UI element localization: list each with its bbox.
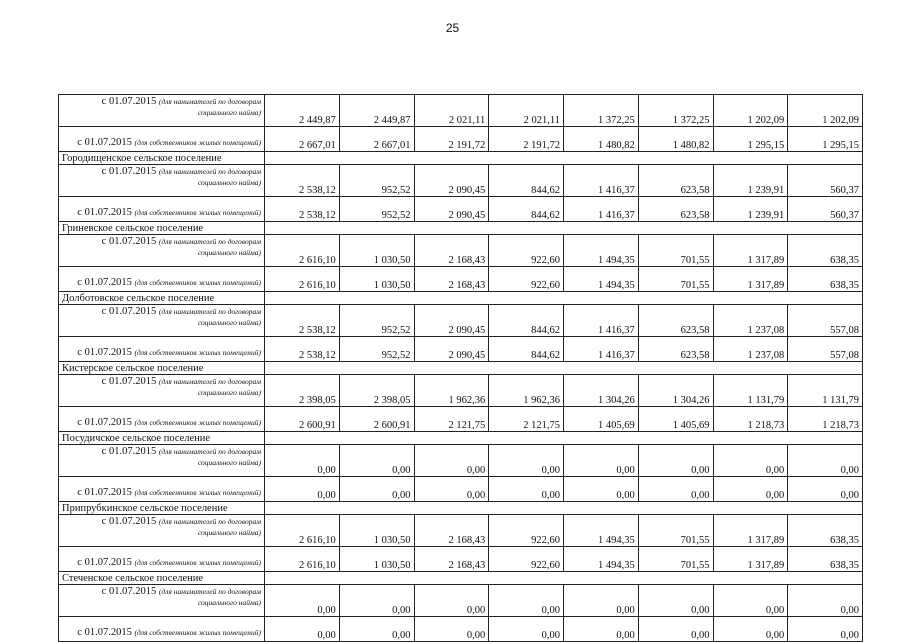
value-cell: 0,00 bbox=[414, 445, 489, 477]
row-note-continuation: социального найма) bbox=[197, 388, 261, 397]
value-cell: 2 168,43 bbox=[414, 267, 489, 292]
row-label-tenants bbox=[59, 585, 265, 617]
row-label-owners bbox=[59, 477, 265, 502]
value-cell: 0,00 bbox=[489, 477, 564, 502]
table-row-tenants bbox=[59, 585, 863, 617]
row-note-continuation: социального найма) bbox=[197, 528, 261, 537]
row-label-owners bbox=[59, 617, 265, 642]
row-note: (для собственников жилых помещений) bbox=[134, 558, 261, 567]
value-cell: 1 202,09 bbox=[788, 95, 863, 127]
section-name: Гриневское сельское поселение bbox=[59, 222, 265, 235]
row-label-tenants bbox=[59, 305, 265, 337]
value-cell: 2 021,11 bbox=[489, 95, 564, 127]
value-cell: 1 372,25 bbox=[638, 95, 713, 127]
section-header-blank bbox=[265, 432, 863, 445]
label-line-1 bbox=[62, 306, 261, 317]
table-row-tenants bbox=[59, 515, 863, 547]
section-header-blank bbox=[265, 152, 863, 165]
value-cell: 1 416,37 bbox=[564, 197, 639, 222]
value-cell: 0,00 bbox=[564, 445, 639, 477]
value-cell: 1 295,15 bbox=[713, 127, 788, 152]
label-line-1 bbox=[62, 516, 261, 527]
section-header-row bbox=[59, 292, 863, 305]
value-cell: 2 538,12 bbox=[265, 305, 340, 337]
row-date: с 01.07.2015 bbox=[77, 487, 132, 498]
value-cell: 952,52 bbox=[339, 197, 414, 222]
value-cell: 1 317,89 bbox=[713, 515, 788, 547]
value-cell: 0,00 bbox=[788, 617, 863, 642]
label-line-1 bbox=[62, 376, 261, 387]
value-cell: 1 494,35 bbox=[564, 235, 639, 267]
value-cell: 0,00 bbox=[713, 585, 788, 617]
table-row-owners bbox=[59, 197, 863, 222]
value-cell: 1 237,08 bbox=[713, 337, 788, 362]
value-cell: 623,58 bbox=[638, 305, 713, 337]
value-cell: 0,00 bbox=[638, 585, 713, 617]
row-note-continuation: социального найма) bbox=[197, 458, 261, 467]
table-row-owners bbox=[59, 267, 863, 292]
table-row-tenants bbox=[59, 445, 863, 477]
value-cell: 2 667,01 bbox=[339, 127, 414, 152]
table-row-tenants bbox=[59, 165, 863, 197]
value-cell: 0,00 bbox=[339, 617, 414, 642]
value-cell: 0,00 bbox=[564, 477, 639, 502]
label-line-1 bbox=[62, 166, 261, 177]
value-cell: 623,58 bbox=[638, 337, 713, 362]
section-header-blank bbox=[265, 222, 863, 235]
row-date: с 01.07.2015 bbox=[77, 277, 132, 288]
value-cell: 1 317,89 bbox=[713, 547, 788, 572]
value-cell: 0,00 bbox=[265, 445, 340, 477]
row-note: (для нанимателей по договорам bbox=[158, 307, 261, 316]
value-cell: 0,00 bbox=[489, 445, 564, 477]
row-note: (для собственников жилых помещений) bbox=[134, 418, 261, 427]
value-cell: 1 030,50 bbox=[339, 515, 414, 547]
value-cell: 2 090,45 bbox=[414, 165, 489, 197]
row-date: с 01.07.2015 bbox=[101, 376, 157, 387]
section-header-row bbox=[59, 362, 863, 375]
value-cell: 1 480,82 bbox=[564, 127, 639, 152]
page-number: 25 bbox=[445, 21, 460, 35]
value-cell: 844,62 bbox=[489, 337, 564, 362]
section-name: Стеченское сельское поселение bbox=[59, 572, 265, 585]
row-note: (для нанимателей по договорам bbox=[158, 237, 261, 246]
value-cell: 1 304,26 bbox=[638, 375, 713, 407]
section-header-row bbox=[59, 222, 863, 235]
row-note: (для собственников жилых помещений) bbox=[134, 628, 261, 637]
table-row-tenants bbox=[59, 375, 863, 407]
value-cell: 0,00 bbox=[564, 617, 639, 642]
value-cell: 1 416,37 bbox=[564, 305, 639, 337]
value-cell: 0,00 bbox=[788, 477, 863, 502]
value-cell: 701,55 bbox=[638, 235, 713, 267]
value-cell: 2 600,91 bbox=[339, 407, 414, 432]
value-cell: 2 191,72 bbox=[489, 127, 564, 152]
row-note: (для нанимателей по договорам bbox=[158, 167, 261, 176]
value-cell: 2 121,75 bbox=[489, 407, 564, 432]
section-name: Долботовское сельское поселение bbox=[59, 292, 265, 305]
table-row-owners bbox=[59, 407, 863, 432]
row-label-owners bbox=[59, 197, 265, 222]
value-cell: 2 538,12 bbox=[265, 337, 340, 362]
row-label-tenants bbox=[59, 165, 265, 197]
value-cell: 1 131,79 bbox=[788, 375, 863, 407]
value-cell: 1 405,69 bbox=[638, 407, 713, 432]
label-line-1 bbox=[62, 96, 261, 107]
value-cell: 0,00 bbox=[713, 617, 788, 642]
row-date: с 01.07.2015 bbox=[101, 166, 157, 177]
value-cell: 922,60 bbox=[489, 547, 564, 572]
value-cell: 1 480,82 bbox=[638, 127, 713, 152]
row-label-owners bbox=[59, 407, 265, 432]
value-cell: 560,37 bbox=[788, 165, 863, 197]
value-cell: 1 962,36 bbox=[414, 375, 489, 407]
row-note: (для собственников жилых помещений) bbox=[134, 348, 261, 357]
value-cell: 1 030,50 bbox=[339, 267, 414, 292]
row-note: (для нанимателей по договорам bbox=[158, 517, 261, 526]
value-cell: 638,35 bbox=[788, 515, 863, 547]
row-date: с 01.07.2015 bbox=[101, 96, 157, 107]
row-date: с 01.07.2015 bbox=[101, 516, 157, 527]
row-label-tenants bbox=[59, 515, 265, 547]
value-cell: 952,52 bbox=[339, 165, 414, 197]
value-cell: 844,62 bbox=[489, 305, 564, 337]
row-date: с 01.07.2015 bbox=[77, 207, 132, 218]
row-date: с 01.07.2015 bbox=[77, 417, 132, 428]
label-line bbox=[62, 278, 261, 288]
label-line bbox=[62, 138, 261, 148]
value-cell: 2 090,45 bbox=[414, 305, 489, 337]
table-row-owners bbox=[59, 617, 863, 642]
row-date: с 01.07.2015 bbox=[77, 347, 132, 358]
row-label-owners bbox=[59, 337, 265, 362]
row-label-tenants bbox=[59, 235, 265, 267]
value-cell: 0,00 bbox=[489, 585, 564, 617]
row-date: с 01.07.2015 bbox=[77, 137, 132, 148]
value-cell: 2 168,43 bbox=[414, 235, 489, 267]
value-cell: 623,58 bbox=[638, 197, 713, 222]
value-cell: 0,00 bbox=[713, 477, 788, 502]
value-cell: 0,00 bbox=[414, 585, 489, 617]
row-note-continuation: социального найма) bbox=[197, 178, 261, 187]
value-cell: 922,60 bbox=[489, 235, 564, 267]
label-line bbox=[62, 208, 261, 218]
value-cell: 2 538,12 bbox=[265, 165, 340, 197]
value-cell: 2 600,91 bbox=[265, 407, 340, 432]
value-cell: 560,37 bbox=[788, 197, 863, 222]
label-line bbox=[62, 488, 261, 498]
section-header-row bbox=[59, 432, 863, 445]
value-cell: 0,00 bbox=[638, 617, 713, 642]
table-row-tenants bbox=[59, 95, 863, 127]
section-header-blank bbox=[265, 502, 863, 515]
table-row-tenants bbox=[59, 305, 863, 337]
value-cell: 0,00 bbox=[713, 445, 788, 477]
value-cell: 2 616,10 bbox=[265, 515, 340, 547]
row-note-continuation: социального найма) bbox=[197, 108, 261, 117]
row-note: (для нанимателей по договорам bbox=[158, 377, 261, 386]
value-cell: 0,00 bbox=[489, 617, 564, 642]
tariff-table bbox=[58, 94, 863, 642]
value-cell: 2 398,05 bbox=[265, 375, 340, 407]
table-row-owners bbox=[59, 337, 863, 362]
value-cell: 2 538,12 bbox=[265, 197, 340, 222]
label-line bbox=[62, 628, 261, 638]
value-cell: 844,62 bbox=[489, 165, 564, 197]
section-name: Посудичское сельское поселение bbox=[59, 432, 265, 445]
value-cell: 1 218,73 bbox=[713, 407, 788, 432]
value-cell: 557,08 bbox=[788, 305, 863, 337]
value-cell: 0,00 bbox=[414, 477, 489, 502]
value-cell: 2 616,10 bbox=[265, 547, 340, 572]
section-header-row bbox=[59, 572, 863, 585]
value-cell: 1 494,35 bbox=[564, 267, 639, 292]
value-cell: 952,52 bbox=[339, 337, 414, 362]
value-cell: 557,08 bbox=[788, 337, 863, 362]
section-name: Кистерское сельское поселение bbox=[59, 362, 265, 375]
value-cell: 0,00 bbox=[638, 477, 713, 502]
row-note: (для нанимателей по договорам bbox=[158, 97, 261, 106]
value-cell: 2 616,10 bbox=[265, 267, 340, 292]
value-cell: 2 090,45 bbox=[414, 337, 489, 362]
value-cell: 0,00 bbox=[339, 477, 414, 502]
value-cell: 1 202,09 bbox=[713, 95, 788, 127]
value-cell: 2 021,11 bbox=[414, 95, 489, 127]
row-label-owners bbox=[59, 127, 265, 152]
value-cell: 1 494,35 bbox=[564, 547, 639, 572]
value-cell: 0,00 bbox=[788, 445, 863, 477]
section-name: Городищенское сельское поселение bbox=[59, 152, 265, 165]
value-cell: 0,00 bbox=[414, 617, 489, 642]
section-name: Припрубкинское сельское поселение bbox=[59, 502, 265, 515]
value-cell: 1 237,08 bbox=[713, 305, 788, 337]
value-cell: 1 030,50 bbox=[339, 235, 414, 267]
value-cell: 1 239,91 bbox=[713, 197, 788, 222]
section-header-blank bbox=[265, 572, 863, 585]
row-note: (для нанимателей по договорам bbox=[158, 587, 261, 596]
value-cell: 1 962,36 bbox=[489, 375, 564, 407]
table-row-tenants bbox=[59, 235, 863, 267]
value-cell: 701,55 bbox=[638, 267, 713, 292]
row-date: с 01.07.2015 bbox=[77, 627, 132, 638]
row-label-owners bbox=[59, 547, 265, 572]
value-cell: 701,55 bbox=[638, 547, 713, 572]
value-cell: 2 168,43 bbox=[414, 515, 489, 547]
row-note-continuation: социального найма) bbox=[197, 598, 261, 607]
row-date: с 01.07.2015 bbox=[77, 557, 132, 568]
label-line-1 bbox=[62, 586, 261, 597]
label-line bbox=[62, 418, 261, 428]
value-cell: 1 317,89 bbox=[713, 235, 788, 267]
value-cell: 0,00 bbox=[265, 617, 340, 642]
value-cell: 2 168,43 bbox=[414, 547, 489, 572]
section-header-row bbox=[59, 502, 863, 515]
table-row-owners bbox=[59, 127, 863, 152]
row-note: (для нанимателей по договорам bbox=[158, 447, 261, 456]
row-label-tenants bbox=[59, 445, 265, 477]
value-cell: 1 304,26 bbox=[564, 375, 639, 407]
label-line bbox=[62, 348, 261, 358]
value-cell: 2 449,87 bbox=[265, 95, 340, 127]
table-row-owners bbox=[59, 477, 863, 502]
value-cell: 0,00 bbox=[339, 445, 414, 477]
label-line bbox=[62, 558, 261, 568]
value-cell: 0,00 bbox=[638, 445, 713, 477]
value-cell: 1 131,79 bbox=[713, 375, 788, 407]
value-cell: 1 405,69 bbox=[564, 407, 639, 432]
value-cell: 2 398,05 bbox=[339, 375, 414, 407]
value-cell: 1 494,35 bbox=[564, 515, 639, 547]
section-header-blank bbox=[265, 362, 863, 375]
value-cell: 2 090,45 bbox=[414, 197, 489, 222]
tariff-table-body bbox=[59, 95, 863, 642]
row-note: (для собственников жилых помещений) bbox=[134, 138, 261, 147]
value-cell: 922,60 bbox=[489, 515, 564, 547]
value-cell: 0,00 bbox=[564, 585, 639, 617]
value-cell: 1 416,37 bbox=[564, 337, 639, 362]
row-label-tenants bbox=[59, 375, 265, 407]
value-cell: 1 239,91 bbox=[713, 165, 788, 197]
row-date: с 01.07.2015 bbox=[101, 586, 157, 597]
row-label-owners bbox=[59, 267, 265, 292]
value-cell: 1 030,50 bbox=[339, 547, 414, 572]
row-note-continuation: социального найма) bbox=[197, 318, 261, 327]
table-row-owners bbox=[59, 547, 863, 572]
value-cell: 623,58 bbox=[638, 165, 713, 197]
value-cell: 638,35 bbox=[788, 235, 863, 267]
row-label-tenants bbox=[59, 95, 265, 127]
value-cell: 1 317,89 bbox=[713, 267, 788, 292]
value-cell: 1 218,73 bbox=[788, 407, 863, 432]
label-line-1 bbox=[62, 236, 261, 247]
row-date: с 01.07.2015 bbox=[101, 446, 157, 457]
value-cell: 0,00 bbox=[265, 585, 340, 617]
value-cell: 701,55 bbox=[638, 515, 713, 547]
value-cell: 1 416,37 bbox=[564, 165, 639, 197]
row-note-continuation: социального найма) bbox=[197, 248, 261, 257]
row-note: (для собственников жилых помещений) bbox=[134, 208, 261, 217]
label-line-1 bbox=[62, 446, 261, 457]
row-date: с 01.07.2015 bbox=[101, 306, 157, 317]
value-cell: 1 295,15 bbox=[788, 127, 863, 152]
value-cell: 638,35 bbox=[788, 267, 863, 292]
row-date: с 01.07.2015 bbox=[101, 236, 157, 247]
value-cell: 2 121,75 bbox=[414, 407, 489, 432]
value-cell: 0,00 bbox=[788, 585, 863, 617]
value-cell: 2 616,10 bbox=[265, 235, 340, 267]
value-cell: 0,00 bbox=[265, 477, 340, 502]
value-cell: 922,60 bbox=[489, 267, 564, 292]
value-cell: 638,35 bbox=[788, 547, 863, 572]
value-cell: 2 667,01 bbox=[265, 127, 340, 152]
section-header-row bbox=[59, 152, 863, 165]
value-cell: 0,00 bbox=[339, 585, 414, 617]
row-note: (для собственников жилых помещений) bbox=[134, 278, 261, 287]
row-note: (для собственников жилых помещений) bbox=[134, 488, 261, 497]
value-cell: 952,52 bbox=[339, 305, 414, 337]
section-header-blank bbox=[265, 292, 863, 305]
value-cell: 844,62 bbox=[489, 197, 564, 222]
value-cell: 2 449,87 bbox=[339, 95, 414, 127]
value-cell: 1 372,25 bbox=[564, 95, 639, 127]
value-cell: 2 191,72 bbox=[414, 127, 489, 152]
